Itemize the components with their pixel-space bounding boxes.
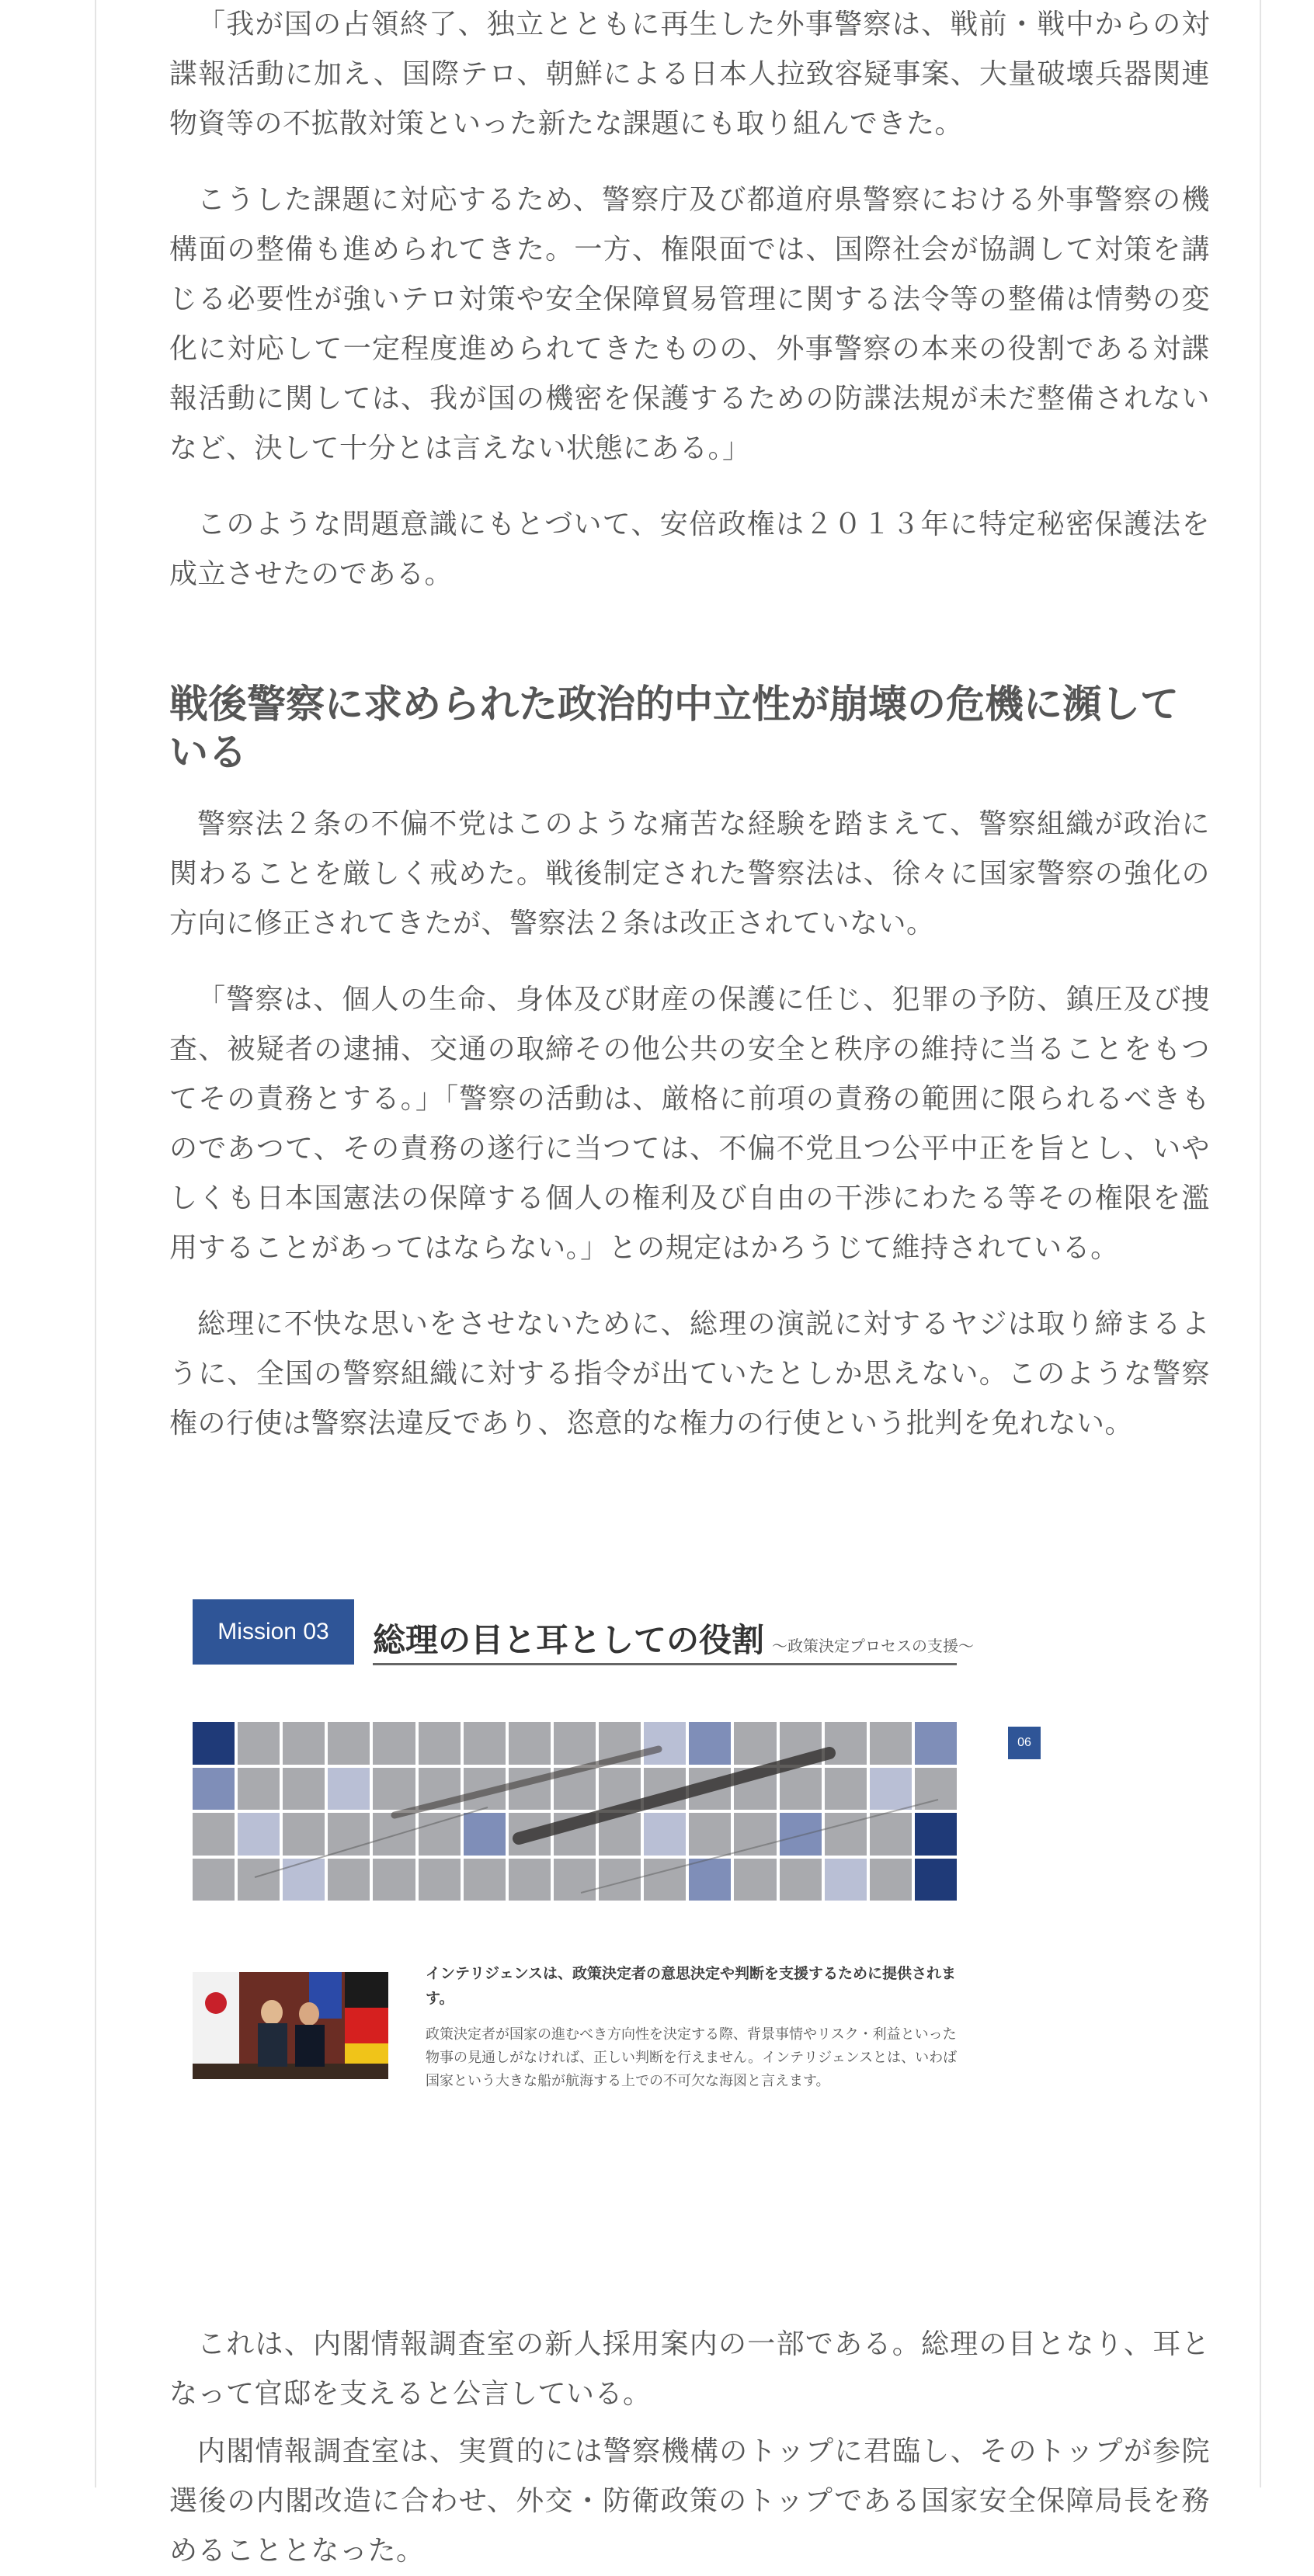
figure-body-text: 政策決定者が国家の進むべき方向性を決定する際、背景事情やリスク・利益といった物事の見通しがなければ、正しい判断を行えません。インテリジェンスとは、いわば国家という大きな船が航海する上での不可欠な海図と言えます。 — [426, 2026, 958, 2089]
mosaic-tile — [870, 1813, 912, 1856]
mosaic-tile — [644, 1722, 686, 1765]
mosaic-tile — [554, 1722, 596, 1765]
mosaic-tile — [464, 1813, 506, 1856]
paragraph-8: 内閣情報調査室は、実質的には警察機構のトップに君臨し、そのトップが参院選後の内閣改造に合わせ、外交・防衛政策のトップである国家安全保障局長を務めることとなった。 — [169, 2435, 1210, 2567]
mosaic-tile — [373, 1813, 415, 1856]
mosaic-tile — [915, 1768, 957, 1810]
page-number-badge: 06 — [1008, 1727, 1041, 1759]
paragraph-1: 「我が国の占領終了、独立とともに再生した外事警察は、戦前・戦中からの対諜報活動に加え、国際テロ、朝鮮による日本人拉致容疑事案、大量破壊兵器関連物資等の不拡散対策といった新たな課題にも取り組んできた。 — [169, 9, 1210, 140]
mosaic-tile — [825, 1813, 867, 1856]
mosaic-tile — [238, 1813, 280, 1856]
mosaic-tile — [464, 1859, 506, 1901]
mosaic-tile — [599, 1813, 641, 1856]
mosaic-tile — [780, 1859, 822, 1901]
mosaic-tile — [509, 1768, 551, 1810]
mosaic-tile — [283, 1722, 325, 1765]
mosaic-tile — [328, 1859, 370, 1901]
figure-title-text: 総理の目と耳としての役割 — [373, 1621, 765, 1659]
mosaic-tile — [283, 1768, 325, 1810]
article-body-lower — [169, 2320, 1210, 2576]
paragraph-4: 警察法２条の不偏不党はこのような痛苦な経験を踏まえて、警察組織が政治に関わることを厳しく戒めた。戦後制定された警察法は、徐々に国家警察の強化の方向に修正されてきたが、警察法２条は改正されていない。 — [169, 808, 1210, 939]
mosaic-tile — [734, 1768, 776, 1810]
photo-mosaic — [193, 1722, 957, 1901]
mosaic-tile — [509, 1722, 551, 1765]
mosaic-tile — [419, 1722, 461, 1765]
mosaic-tile — [689, 1722, 731, 1765]
mosaic-tile — [870, 1859, 912, 1901]
mosaic-tile — [238, 1768, 280, 1810]
mosaic-tile — [554, 1813, 596, 1856]
figure-title — [373, 1615, 974, 1661]
mosaic-tile — [193, 1859, 235, 1901]
mosaic-tile — [193, 1768, 235, 1810]
mosaic-tile — [915, 1859, 957, 1901]
mosaic-tile — [644, 1859, 686, 1901]
mosaic-tile — [644, 1813, 686, 1856]
mosaic-tile — [599, 1722, 641, 1765]
handshake-photo-illustration — [193, 1972, 388, 2079]
mosaic-tile — [283, 1859, 325, 1901]
mosaic-tile — [328, 1768, 370, 1810]
mosaic-tile — [870, 1722, 912, 1765]
section-heading: 戦後警察に求められた政治的中立性が崩壊の危機に瀕している — [169, 682, 1179, 775]
mosaic-tile — [689, 1859, 731, 1901]
mosaic-tile — [193, 1722, 235, 1765]
mosaic-tile — [193, 1813, 235, 1856]
mosaic-tile — [915, 1813, 957, 1856]
mosaic-tile — [780, 1768, 822, 1810]
mosaic-tile — [644, 1768, 686, 1810]
mosaic-tile — [373, 1859, 415, 1901]
leaders-handshake-photo — [193, 1972, 388, 2079]
mosaic-tile — [825, 1859, 867, 1901]
mosaic-tile — [419, 1859, 461, 1901]
mosaic-tile — [689, 1813, 731, 1856]
mosaic-tile — [328, 1722, 370, 1765]
mosaic-tile — [599, 1768, 641, 1810]
paragraph-5: 「警察は、個人の生命、身体及び財産の保護に任じ、犯罪の予防、鎮圧及び捜査、被疑者の逮捕、交通の取締その他公共の安全と秩序の維持に当ることをもつてその責務とする。」「警察の活動は、厳格に前項の責務の範囲に限られるべきものであつて、その責務の遂行に当つては、不偏不党且つ公平中正を旨とし、いやしくも日本国憲法の保障する個人の権利及び自由の干渉にわたる等その権限を濫用することがあってはならない。」との規定はかろうじて維持されている。 — [169, 984, 1210, 1264]
mosaic-tile — [734, 1813, 776, 1856]
mosaic-tile — [599, 1859, 641, 1901]
mosaic-tile — [238, 1722, 280, 1765]
paragraph-3: このような問題意識にもとづいて、安倍政権は２０１３年に特定秘密保護法を成立させたのである。 — [169, 509, 1210, 590]
mosaic-tile — [238, 1859, 280, 1901]
paragraph-2: こうした課題に対応するため、警察庁及び都道府県警察における外事警察の機構面の整備も進められてきた。一方、権限面では、国際社会が協調して対策を講じる必要性が強いテロ対策や安全保障貿易管理に関する法令等の整備は情勢の変化に対応して一定程度進められてきたものの、外事警察の本来の役割である対諜報活動に関しては、我が国の機密を保護するための防諜法規が未だ整備されないなど、決して十分とは言えない状態にある。」 — [169, 184, 1210, 464]
title-underline — [373, 1663, 957, 1665]
recruitment-brochure-image — [169, 1584, 1055, 2127]
mosaic-tile — [328, 1813, 370, 1856]
article-body — [169, 0, 1210, 1449]
mosaic-tile — [509, 1859, 551, 1901]
figure-lead-text: インテリジェンスは、政策決定者の意思決定や判断を支援するために提供されます。 — [426, 1965, 957, 2007]
mosaic-tile — [554, 1859, 596, 1901]
mosaic-tile — [283, 1813, 325, 1856]
paragraph-7: これは、内閣情報調査室の新人採用案内の一部である。総理の目となり、耳となって官邸を支えると公言している。 — [169, 2328, 1210, 2410]
mosaic-tile — [734, 1859, 776, 1901]
paragraph-6: 総理に不快な思いをさせないために、総理の演説に対するヤジは取り締まるように、全国の警察組織に対する指令が出ていたとしか思えない。このような警察権の行使は警察法違反であり、恣意的な権力の行使という批判を免れない。 — [169, 1308, 1210, 1439]
figure-subtitle: ～政策決定プロセスの支援～ — [772, 1637, 975, 1655]
mosaic-tile — [689, 1768, 731, 1810]
mosaic-tile — [464, 1768, 506, 1810]
mosaic-tile — [373, 1768, 415, 1810]
mosaic-tile — [464, 1722, 506, 1765]
mosaic-tile — [734, 1722, 776, 1765]
mosaic-tile — [825, 1722, 867, 1765]
mosaic-tile — [419, 1768, 461, 1810]
mosaic-tile — [870, 1768, 912, 1810]
mosaic-tile — [419, 1813, 461, 1856]
mosaic-tile — [554, 1768, 596, 1810]
mosaic-tile — [915, 1722, 957, 1765]
mosaic-tile — [780, 1722, 822, 1765]
mosaic-tile — [509, 1813, 551, 1856]
mission-badge: Mission 03 — [193, 1599, 354, 1665]
mosaic-tile — [780, 1813, 822, 1856]
mosaic-tile — [373, 1722, 415, 1765]
mosaic-tile — [825, 1768, 867, 1810]
figure-caption-block — [426, 1961, 969, 2093]
